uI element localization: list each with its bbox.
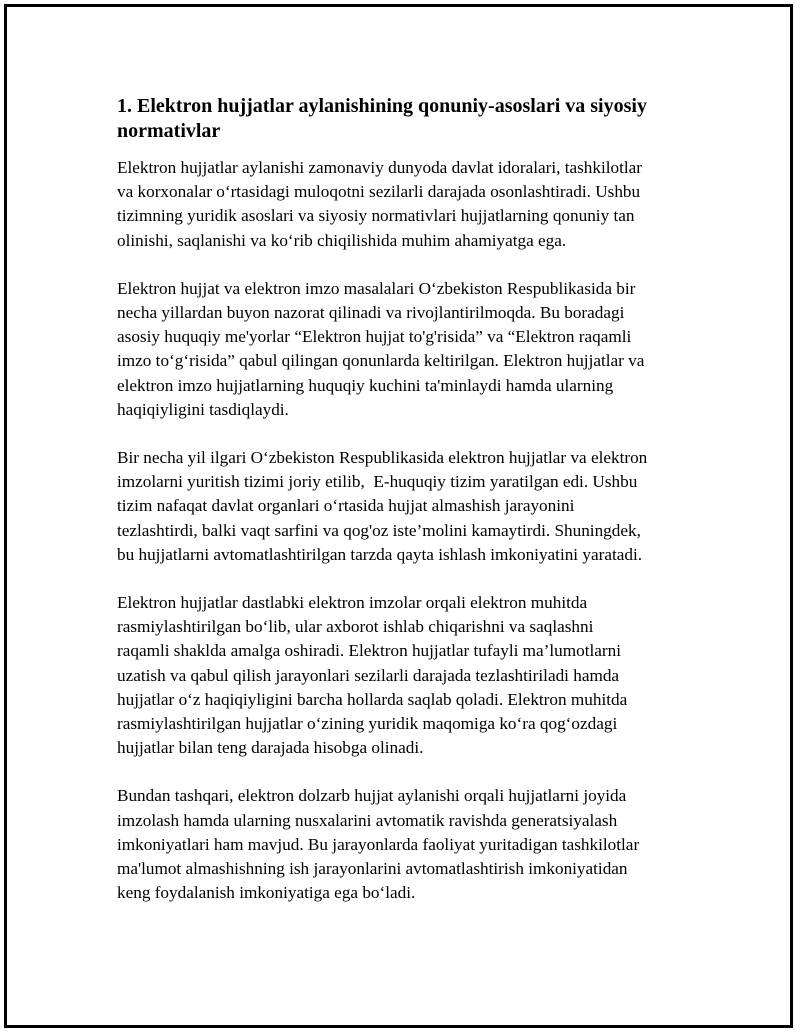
text-line: Elektron hujjatlar dastlabki elektron imzolar orqali elektron muhitda — [117, 593, 588, 613]
text-line: Elektron hujjat va elektron imzo masalalari O‘zbekiston Respublikasida bir — [117, 278, 636, 298]
text-line: rasmiylashtirilgan bo‘lib, ular axborot ishlab chiqarishni va saqlashni — [117, 617, 594, 637]
text-line: olinishi, saqlanishi va ko‘rib chiqilishida muhim ahamiyatga ega. — [117, 230, 567, 250]
paragraph-5 — [117, 784, 697, 905]
text-line: imzo to‘g‘risida” qabul qilingan qonunlarda keltirilgan. Elektron hujjatlar va — [117, 351, 645, 371]
text-line: tizim nafaqat davlat organlari o‘rtasida hujjat almashish jarayonini — [117, 496, 575, 516]
text-line: asosiy huquqiy me'yorlar “Elektron hujjat to'g'risida” va “Elektron raqamli — [117, 327, 632, 347]
text-line: Elektron hujjatlar aylanishi zamonaviy dunyoda davlat idoralari, tashkilotlar — [117, 158, 643, 177]
text-line: tezlashtirdi, balki vaqt sarfini va qog'oz iste’molini kamaytirdi. Shuningdek, — [117, 520, 641, 540]
text-line: imzolarni yuritish tizimi joriy etilib, E-huquqiy tizim yaratilgan edi. Ushbu — [117, 472, 638, 492]
text-line: elektron imzo hujjatlarning huquqiy kuchini ta'minlaydi hamda ularning — [117, 375, 614, 395]
text-line: necha yillardan buyon nazorat qilinadi va rivojlantirilmoqda. Bu boradagi — [117, 303, 625, 323]
heading-line: normativlar — [117, 120, 221, 142]
text-line: imkoniyatlari ham mavjud. Bu jarayonlarda faoliyat yuritadigan tashkilotlar — [117, 834, 640, 854]
text-line: haqiqiyligini tasdiqlaydi. — [117, 399, 289, 419]
text-line: raqamli shaklda amalga oshiradi. Elektron hujjatlar tufayli ma’lumotlarni — [117, 641, 622, 661]
heading-line: 1. Elektron hujjatlar aylanishining qonuniy-asoslari va siyosiy — [117, 95, 647, 117]
section-heading — [117, 94, 697, 144]
paragraph-2 — [117, 277, 697, 422]
text-line: hujjatlar bilan teng darajada hisobga olinadi. — [117, 738, 424, 758]
text-line: Bundan tashqari, elektron dolzarb hujjat aylanishi orqali hujjatlarni joyida — [117, 786, 627, 806]
text-line: uzatish va qabul qilish jarayonlari sezilarli darajada tezlashtiriladi hamda — [117, 665, 620, 685]
text-line: imzolash hamda ularning nusxalarini avtomatik ravishda generatsiyalash — [117, 810, 618, 830]
text-line: rasmiylashtirilgan hujjatlar o‘zining yuridik maqomiga ko‘ra qog‘ozdagi — [117, 714, 618, 734]
paragraph-1 — [117, 156, 697, 253]
document-body — [117, 94, 697, 929]
text-line: hujjatlar o‘z haqiqiyligini barcha hollarda saqlab qoladi. Elektron muhitda — [117, 689, 628, 709]
text-line: va korxonalar o‘rtasidagi muloqotni sezilarli darajada osonlashtiradi. Ushbu — [117, 182, 641, 202]
text-line: keng foydalanish imkoniyatiga ega bo‘ladi. — [117, 883, 416, 903]
text-line: Bir necha yil ilgari O‘zbekiston Respublikasida elektron hujjatlar va elektron — [117, 448, 648, 468]
text-line: tizimning yuridik asoslari va siyosiy normativlari hujjatlarning qonuniy tan — [117, 206, 635, 226]
paragraph-4 — [117, 591, 697, 760]
text-line: bu hujjatlarni avtomatlashtirilgan tarzda qayta ishlash imkoniyatini yaratadi. — [117, 544, 643, 564]
paragraph-3 — [117, 446, 697, 567]
text-line: ma'lumot almashishning ish jarayonlarini avtomatlashtirish imkoniyatidan — [117, 859, 628, 879]
